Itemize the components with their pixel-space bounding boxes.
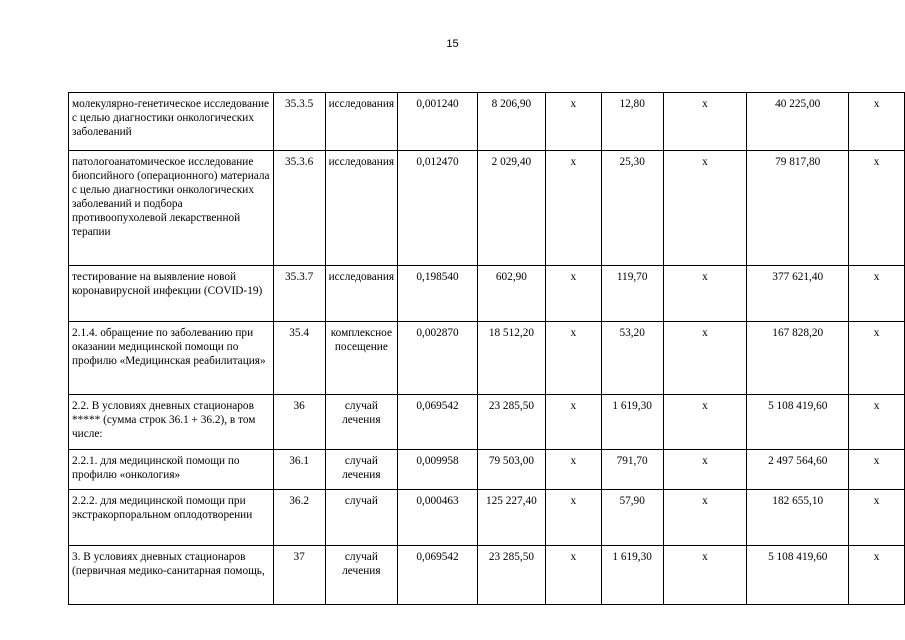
row-name: молекулярно-генетическое исследование с целью диагностики онкологических заболеваний: [69, 93, 274, 151]
row-per-capita: 57,90: [601, 490, 663, 546]
row-code: 35.3.7: [273, 266, 325, 322]
row-total: 182 655,10: [747, 490, 849, 546]
row-per-capita: 25,30: [601, 151, 663, 266]
row-x1: x: [545, 450, 601, 490]
row-name: 2.2.1. для медицинской помощи по профилю «онкология»: [69, 450, 274, 490]
row-name: тестирование на выявление новой коронавирусной инфекции (COVID-19): [69, 266, 274, 322]
row-name: патологоанатомическое исследование биопсийного (операционного) материала с целью диагностики онкологических заболеваний и подбора противоопухолевой лекарственной терапии: [69, 151, 274, 266]
row-total: 79 817,80: [747, 151, 849, 266]
row-code: 36: [273, 395, 325, 450]
row-unit: исследования: [325, 93, 397, 151]
row-norm: 0,069542: [398, 395, 478, 450]
row-x1: x: [545, 266, 601, 322]
table-row: [69, 266, 905, 322]
row-per-capita: 53,20: [601, 322, 663, 395]
row-x1: x: [545, 546, 601, 605]
table-row: [69, 151, 905, 266]
row-unit: случай лечения: [325, 450, 397, 490]
row-x2: x: [663, 546, 747, 605]
row-name: 2.2. В условиях дневных стационаров ***** (сумма строк 36.1 + 36.2), в том числе:: [69, 395, 274, 450]
row-total: 2 497 564,60: [747, 450, 849, 490]
row-unit: исследования: [325, 266, 397, 322]
table-row: [69, 490, 905, 546]
row-unit: случай лечения: [325, 395, 397, 450]
norms-table: [68, 92, 905, 605]
row-cost: 2 029,40: [477, 151, 545, 266]
table-row: [69, 546, 905, 605]
row-norm: 0,009958: [398, 450, 478, 490]
row-per-capita: 119,70: [601, 266, 663, 322]
row-x2: x: [663, 93, 747, 151]
row-norm: 0,002870: [398, 322, 478, 395]
row-x3: x: [849, 93, 905, 151]
row-code: 36.1: [273, 450, 325, 490]
row-norm: 0,198540: [398, 266, 478, 322]
row-name: 2.1.4. обращение по заболеванию при оказании медицинской помощи по профилю «Медицинская реабилитация»: [69, 322, 274, 395]
row-total: 5 108 419,60: [747, 546, 849, 605]
row-x3: x: [849, 266, 905, 322]
row-total: 40 225,00: [747, 93, 849, 151]
row-x3: x: [849, 546, 905, 605]
row-norm: 0,012470: [398, 151, 478, 266]
table-row: [69, 450, 905, 490]
row-cost: 125 227,40: [477, 490, 545, 546]
row-per-capita: 12,80: [601, 93, 663, 151]
row-code: 35.3.5: [273, 93, 325, 151]
row-x1: x: [545, 395, 601, 450]
table-row: [69, 93, 905, 151]
row-per-capita: 1 619,30: [601, 395, 663, 450]
row-name: 2.2.2. для медицинской помощи при экстракорпоральном оплодотворении: [69, 490, 274, 546]
row-x3: x: [849, 450, 905, 490]
row-name: 3. В условиях дневных стационаров (первичная медико-санитарная помощь,: [69, 546, 274, 605]
row-x2: x: [663, 450, 747, 490]
row-cost: 8 206,90: [477, 93, 545, 151]
row-cost: 23 285,50: [477, 546, 545, 605]
row-x2: x: [663, 266, 747, 322]
row-cost: 79 503,00: [477, 450, 545, 490]
row-cost: 23 285,50: [477, 395, 545, 450]
row-cost: 18 512,20: [477, 322, 545, 395]
row-x3: x: [849, 395, 905, 450]
row-cost: 602,90: [477, 266, 545, 322]
row-norm: 0,001240: [398, 93, 478, 151]
page-number: 15: [446, 38, 459, 50]
row-x1: x: [545, 490, 601, 546]
row-x1: x: [545, 322, 601, 395]
row-per-capita: 791,70: [601, 450, 663, 490]
row-x3: x: [849, 151, 905, 266]
table-row: [69, 395, 905, 450]
row-unit: случай: [325, 490, 397, 546]
row-x3: x: [849, 322, 905, 395]
row-unit: исследования: [325, 151, 397, 266]
row-unit: комплексное посещение: [325, 322, 397, 395]
table-row: [69, 322, 905, 395]
row-x2: x: [663, 490, 747, 546]
row-code: 35.3.6: [273, 151, 325, 266]
row-code: 37: [273, 546, 325, 605]
row-per-capita: 1 619,30: [601, 546, 663, 605]
row-unit: случай лечения: [325, 546, 397, 605]
row-norm: 0,000463: [398, 490, 478, 546]
row-x1: x: [545, 151, 601, 266]
row-x2: x: [663, 322, 747, 395]
row-code: 36.2: [273, 490, 325, 546]
row-total: 167 828,20: [747, 322, 849, 395]
row-total: 377 621,40: [747, 266, 849, 322]
row-total: 5 108 419,60: [747, 395, 849, 450]
row-x2: x: [663, 151, 747, 266]
row-code: 35.4: [273, 322, 325, 395]
row-x2: x: [663, 395, 747, 450]
row-x1: x: [545, 93, 601, 151]
row-x3: x: [849, 490, 905, 546]
row-norm: 0,069542: [398, 546, 478, 605]
